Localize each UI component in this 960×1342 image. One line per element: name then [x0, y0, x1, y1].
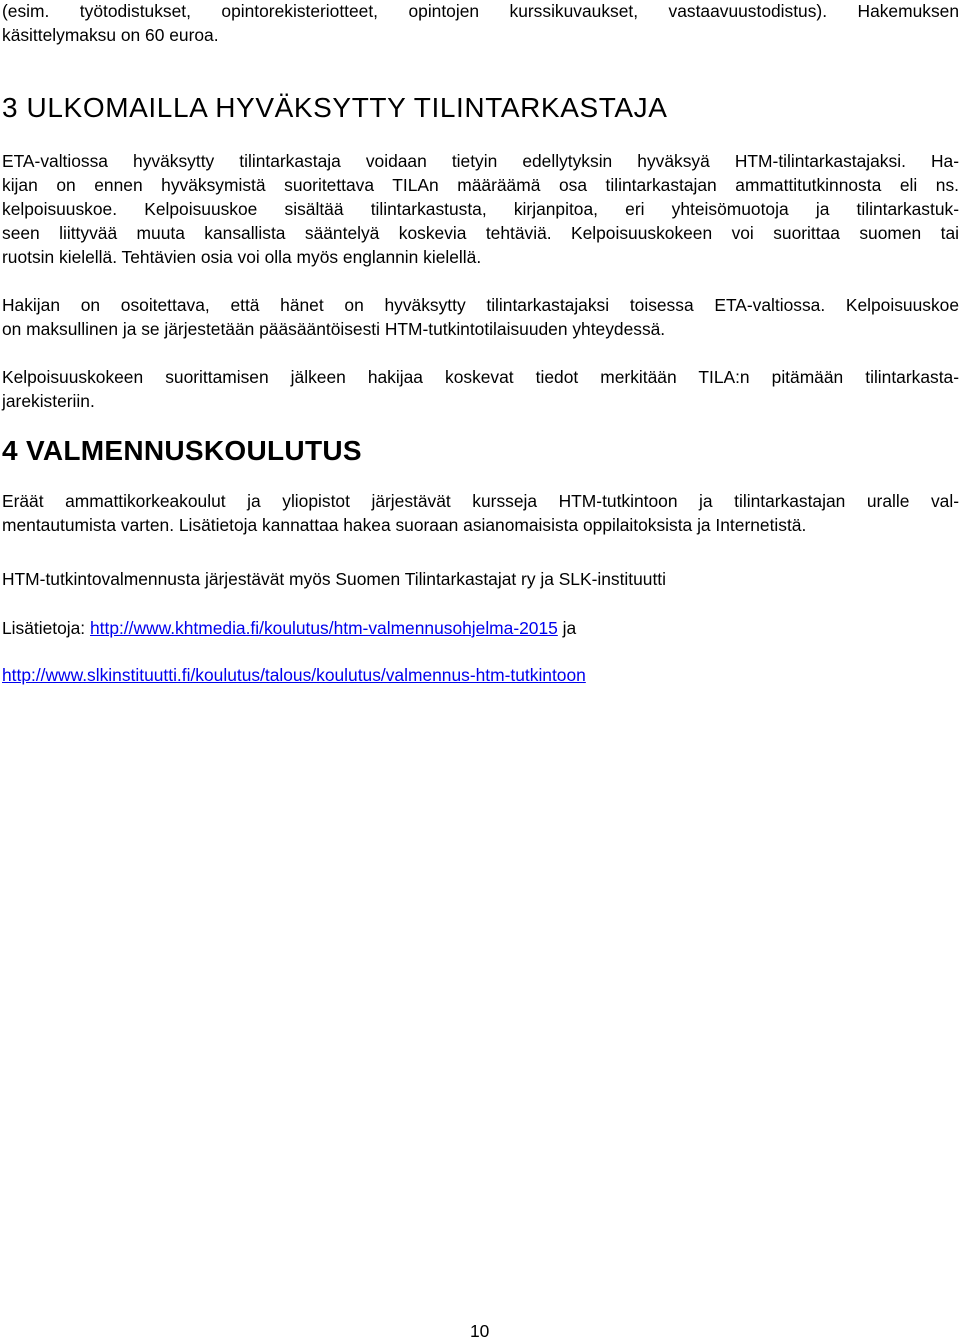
info-label: Lisätietoja: [2, 618, 90, 638]
text-line-content: ETA-valtiossa hyväksytty tilintarkastaja voidaan tietyin edellytyksin hyväksyä HTM-tilintarkastajaksi. Ha- [2, 151, 959, 171]
text-line [2, 294, 959, 316]
page-number: 10 [470, 1321, 490, 1341]
text-line-content: Hakijan on osoitettava, että hänet on hyväksytty tilintarkastajaksi toisessa ETA-valtiossa. Kelpoisuuskoe [2, 295, 959, 315]
section-heading: 3 ULKOMAILLA HYVÄKSYTTY TILINTARKASTAJA [2, 92, 668, 123]
text-line [2, 174, 959, 196]
text-line [2, 0, 959, 22]
text-line [2, 198, 959, 220]
slkinstituutti-link[interactable]: http://www.slkinstituutti.fi/koulutus/talous/koulutus/valmennus-htm-tutkintoon [2, 665, 586, 685]
text-line [2, 222, 959, 244]
text-line: jarekisteriin. [2, 391, 95, 411]
text-line-content: kijan on ennen hyväksymistä suoritettava TILAn määräämä osa tilintarkastajan ammattitutkinnosta eli ns. [2, 175, 959, 195]
info-line [2, 664, 586, 686]
text-line-content: Kelpoisuuskokeen suorittamisen jälkeen hakijaa koskevat tiedot merkitään TILA:n pitämään tilintarkasta- [2, 367, 959, 387]
text-line: mentautumista varten. Lisätietoja kannattaa hakea suoraan asianomaisista oppilaitoksista ja Internetistä. [2, 515, 807, 535]
info-line [2, 617, 576, 639]
text-line: ruotsin kielellä. Tehtävien osia voi olla myös englannin kielellä. [2, 247, 482, 267]
text-line [2, 366, 959, 388]
text-line-content: (esim. työtodistukset, opintorekisteriotteet, opintojen kurssikuvaukset, vastaavuustodistus). Hakemuksen [2, 1, 959, 21]
text-line-content: kelpoisuuskoe. Kelpoisuuskoe sisältää tilintarkastusta, kirjanpitoa, eri yhteisömuotoja ja tilintarkastuk- [2, 199, 959, 219]
text-line-content: Eräät ammattikorkeakoulut ja yliopistot järjestävät kursseja HTM-tutkintoon ja tilintarkastajan uralle val- [2, 491, 959, 511]
text-line: käsittelymaksu on 60 euroa. [2, 25, 219, 45]
text-line: on maksullinen ja se järjestetään pääsääntöisesti HTM-tutkintotilaisuuden yhteydessä. [2, 319, 666, 339]
section-heading: 4 VALMENNUSKOULUTUS [2, 435, 362, 466]
text-line-content: seen liittyvää muuta kansallista sääntelyä koskevia tehtäviä. Kelpoisuuskokeen voi suorittaa suomen tai [2, 223, 959, 243]
link-connector: ja [557, 618, 577, 638]
text-line: HTM-tutkintovalmennusta järjestävät myös Suomen Tilintarkastajat ry ja SLK-instituutti [2, 569, 667, 589]
khtmedia-link[interactable]: http://www.khtmedia.fi/koulutus/htm-valmennusohjelma-2015 [89, 618, 558, 638]
text-line [2, 150, 959, 172]
text-line [2, 490, 959, 512]
